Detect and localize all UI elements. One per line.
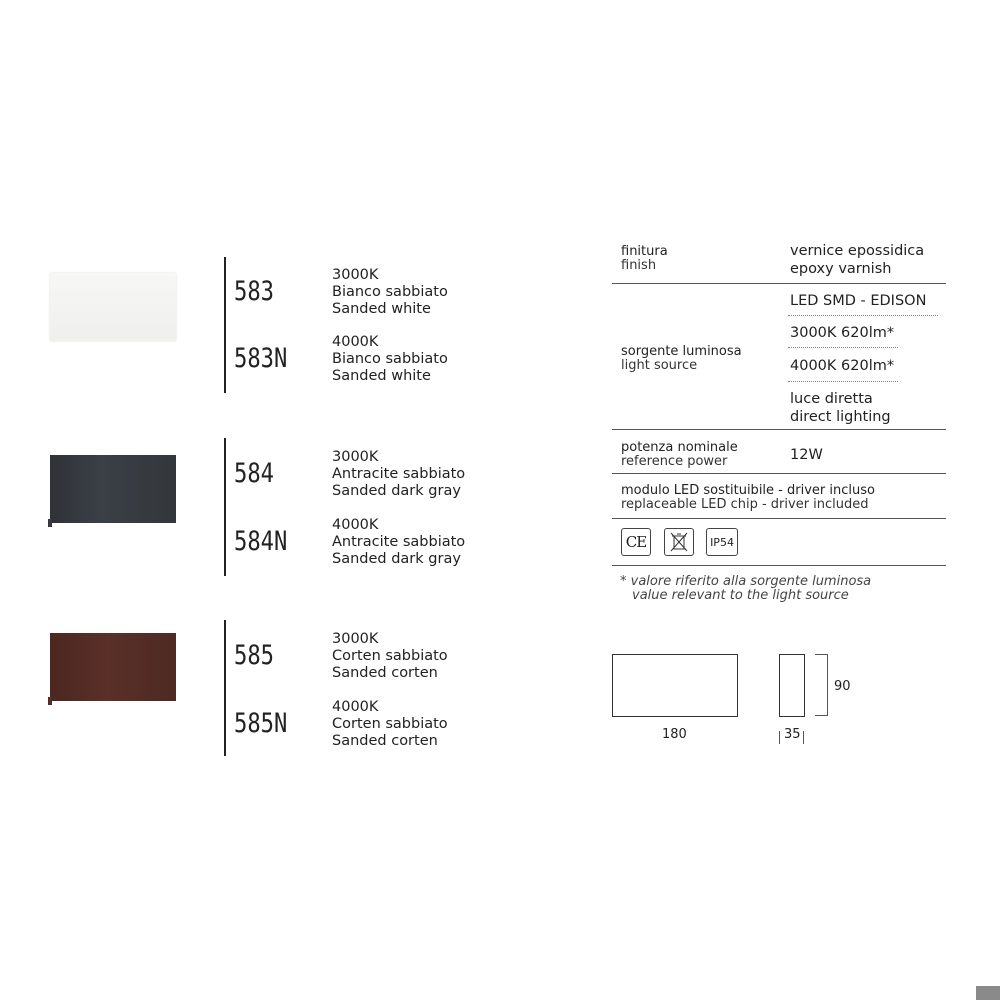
depth-dimension: 35 — [784, 727, 801, 742]
product-desc — [332, 517, 465, 568]
finish-name-it: Corten sabbiato — [332, 716, 448, 732]
ce-mark-label: CE — [625, 533, 647, 551]
product-code: 585 — [234, 640, 275, 671]
cct-label: 3000K — [332, 449, 379, 465]
dimension-line — [827, 654, 828, 716]
cct-label: 4000K — [332, 334, 379, 350]
finish-name-it: Bianco sabbiato — [332, 284, 448, 300]
dimension-tick — [803, 731, 804, 744]
cct-label: 3000K — [332, 631, 379, 647]
height-dimension: 90 — [834, 679, 851, 694]
divider-585 — [224, 620, 226, 756]
finish-label-it: finitura — [621, 244, 668, 259]
product-desc — [332, 334, 448, 385]
product-image-dark-gray — [50, 455, 176, 523]
product-code: 583N — [234, 343, 288, 374]
table-rule — [612, 283, 946, 284]
weee-bin-icon-svg — [669, 531, 689, 553]
table-rule — [612, 518, 946, 519]
module-line-en: replaceable LED chip - driver included — [621, 497, 869, 512]
footnote-it: * valore riferito alla sorgente luminosa — [620, 574, 872, 589]
finish-name-en: Sanded white — [332, 368, 431, 384]
light-source-value: 3000K 620lm* — [790, 325, 895, 341]
lighting-value-it: luce diretta — [790, 391, 873, 407]
cct-label: 4000K — [332, 699, 379, 715]
dotted-divider — [788, 315, 938, 316]
corner-marker — [976, 986, 1000, 1000]
product-image-white — [50, 273, 176, 341]
light-source-value: LED SMD - EDISON — [790, 293, 927, 309]
ce-mark-icon — [621, 528, 651, 556]
module-line-it: modulo LED sostituibile - driver incluso — [621, 483, 875, 498]
divider-584 — [224, 438, 226, 576]
finish-name-en: Sanded dark gray — [332, 551, 461, 567]
dotted-divider — [788, 381, 898, 382]
product-image-corten — [50, 633, 176, 701]
dimension-tick — [779, 731, 780, 744]
front-view-drawing — [612, 654, 738, 717]
finish-value-it: vernice epossidica — [790, 243, 925, 259]
divider-583 — [224, 257, 226, 393]
finish-name-it: Corten sabbiato — [332, 648, 448, 664]
lighting-value-en: direct lighting — [790, 409, 891, 425]
table-rule — [612, 473, 946, 474]
width-dimension: 180 — [662, 727, 687, 742]
product-desc — [332, 699, 448, 750]
dotted-divider — [788, 347, 898, 348]
side-view-drawing — [779, 654, 805, 717]
ip-rating-label: IP54 — [710, 535, 734, 549]
power-label-en: reference power — [621, 454, 728, 469]
table-rule — [612, 565, 946, 566]
product-desc — [332, 631, 448, 682]
product-code: 584 — [234, 458, 275, 489]
product-code: 583 — [234, 276, 275, 307]
product-desc — [332, 267, 448, 318]
light-source-label-it: sorgente luminosa — [621, 344, 742, 359]
light-source-label-en: light source — [621, 358, 698, 373]
power-label-it: potenza nominale — [621, 440, 738, 455]
weee-bin-icon — [664, 528, 694, 556]
finish-label-en: finish — [621, 258, 657, 273]
finish-name-en: Sanded corten — [332, 665, 438, 681]
finish-value-en: epoxy varnish — [790, 261, 892, 277]
light-source-value: 4000K 620lm* — [790, 358, 895, 374]
finish-name-en: Sanded white — [332, 301, 431, 317]
product-code: 584N — [234, 526, 288, 557]
power-value: 12W — [790, 447, 823, 463]
finish-name-en: Sanded dark gray — [332, 483, 461, 499]
finish-name-it: Bianco sabbiato — [332, 351, 448, 367]
product-code: 585N — [234, 708, 288, 739]
cct-label: 4000K — [332, 517, 379, 533]
product-desc — [332, 449, 465, 500]
finish-name-it: Antracite sabbiato — [332, 466, 466, 482]
finish-name-it: Antracite sabbiato — [332, 534, 466, 550]
cct-label: 3000K — [332, 267, 379, 283]
table-rule — [612, 429, 946, 430]
finish-name-en: Sanded corten — [332, 733, 438, 749]
ip54-badge — [706, 528, 738, 556]
footnote-en: value relevant to the light source — [632, 588, 849, 603]
